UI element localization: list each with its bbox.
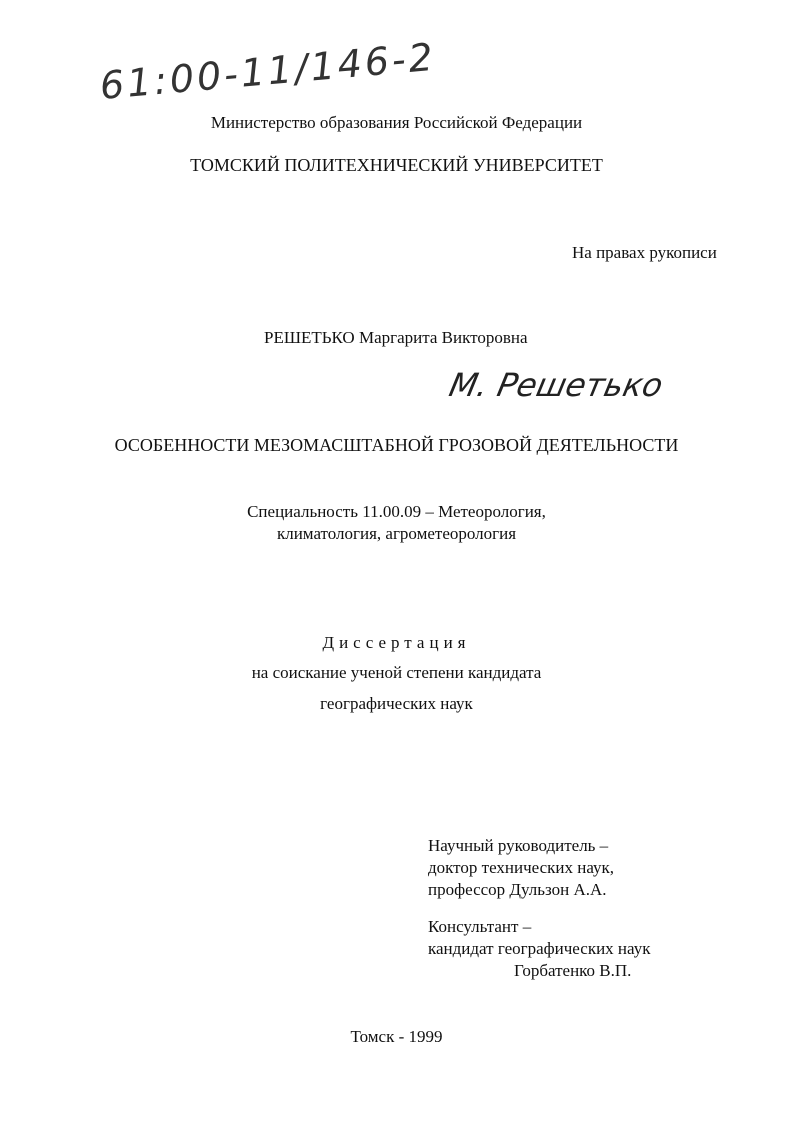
supervisor-line-1: Научный руководитель – [428, 836, 609, 855]
degree-line-1: на соискание ученой степени кандидата [251, 663, 542, 682]
author-signature: М. Решетько [445, 366, 667, 404]
degree-heading: Диссертация [322, 633, 471, 652]
supervisor-line-2: доктор технических наук, [428, 858, 615, 877]
consultant-line-2: кандидат географических наук [428, 939, 651, 958]
ministry-name: Министерство образования Российской Федерации [210, 113, 583, 132]
specialty-line-2: климатология, агрометеорология [276, 524, 517, 543]
dissertation-title: ОСОБЕННОСТИ МЕЗОМАСШТАБНОЙ ГРОЗОВОЙ ДЕЯТЕЛЬНОСТИ [114, 435, 679, 455]
supervisor-line-3: профессор Дульзон А.А. [428, 880, 607, 899]
place-year: Томск - 1999 [350, 1027, 443, 1046]
degree-line-2: географических наук [320, 694, 473, 713]
specialty-line-1: Специальность 11.00.09 – Метеорология, [247, 502, 546, 521]
university-name: ТОМСКИЙ ПОЛИТЕХНИЧЕСКИЙ УНИВЕРСИТЕТ [190, 155, 603, 175]
author-name: РЕШЕТЬКО Маргарита Викторовна [264, 328, 528, 347]
consultant-line-3: Горбатенко В.П. [514, 961, 632, 980]
manuscript-rights-note: На правах рукописи [572, 243, 717, 262]
archive-number: 61:00-11/146-2 [98, 34, 438, 108]
consultant-line-1: Консультант – [428, 917, 532, 936]
